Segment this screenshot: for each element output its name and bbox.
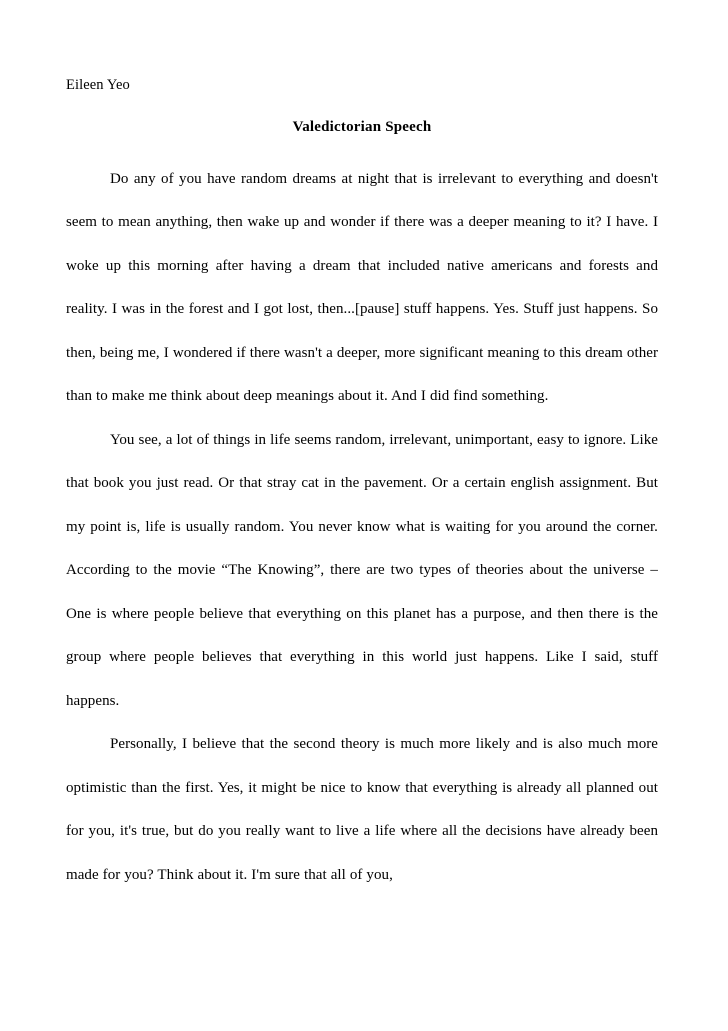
paragraph-3: Personally, I believe that the second theory is much more likely and is also much more optimistic than the first. Yes, it might be nice to know that everything is already all planned out for you, it's true, but do you really want to live a life where all the decisions have already been made for you? Think about it. I'm sure that all of you, (66, 736, 658, 883)
page-title: Valedictorian Speech (292, 118, 432, 135)
paragraph-1: Do any of you have random dreams at night that is irrelevant to everything and doesn't seem to mean anything, then wake up and wonder if there was a deeper meaning to it? I have. I woke up this morning after having a dream that included native americans and forests and reality. I was in the forest and I got lost, then...[pause] stuff happens. Yes. Stuff just happens. So then, being me, I wondered if there wasn't a deeper, more significant meaning to this dream other than to make me think about deep meanings about it. And I did find something. (66, 170, 658, 405)
document-body (66, 76, 658, 897)
author-name: Eileen Yeo (66, 77, 130, 93)
paragraph-2: You see, a lot of things in life seems random, irrelevant, unimportant, easy to ignore. Like that book you just read. Or that stray cat in the pavement. Or a certain english assignment. But my point is, life is usually random. You never know what is waiting for you around the corner. According to the movie “The Knowing”, there are two types of theories about the universe – One is where people believe that everything on this planet has a purpose, and then there is the group where people believes that everything in this world just happens. Like I said, stuff happens. (66, 431, 658, 709)
